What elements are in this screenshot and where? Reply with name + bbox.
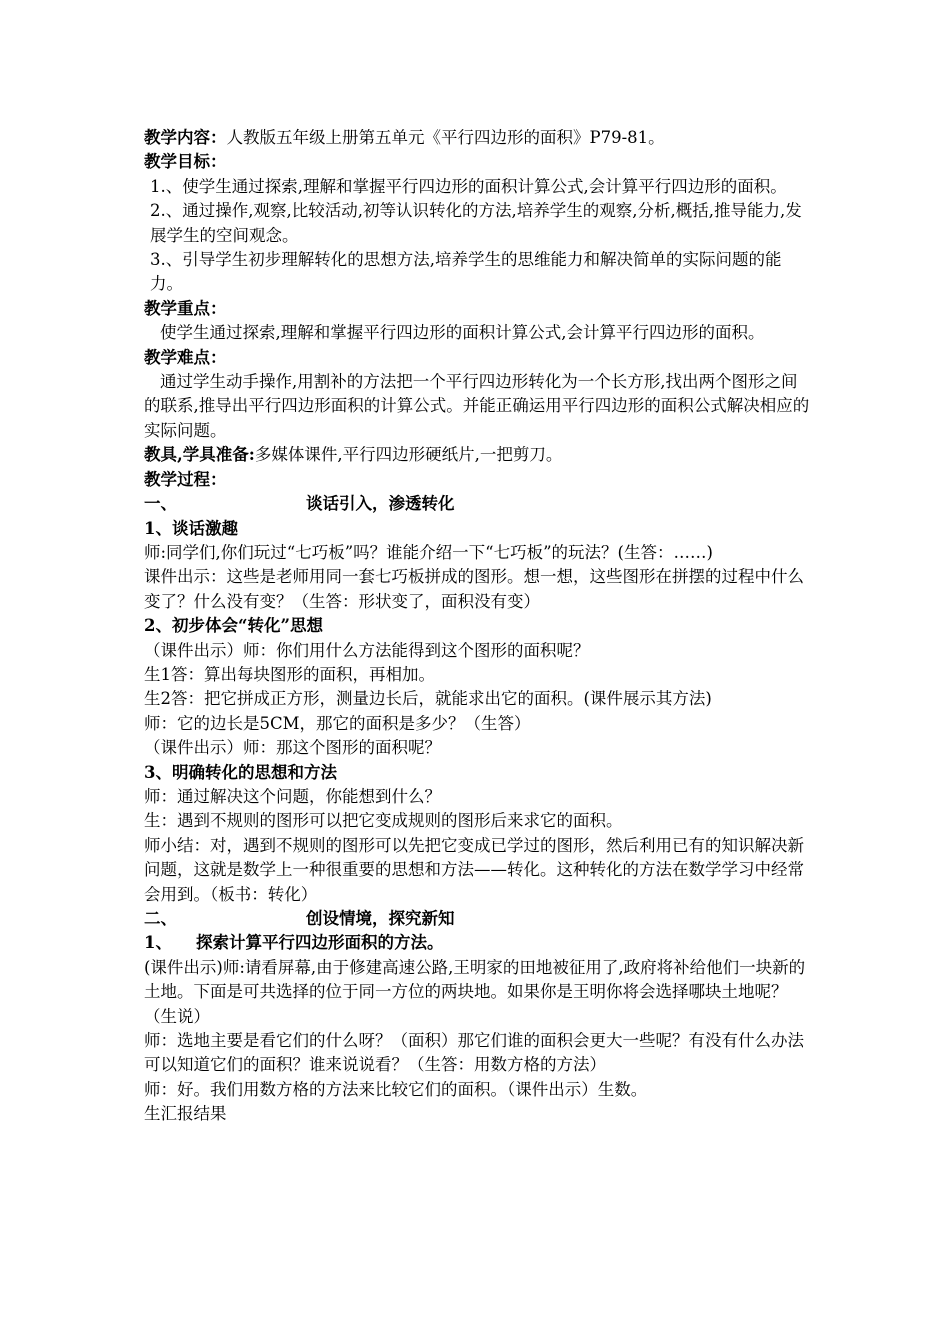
paragraph: 师：它的边长是5CM，那它的面积是多少？（生答） (144, 713, 531, 733)
section-title: 谈话引入，渗透转化 (306, 494, 455, 514)
process-heading: 教学过程： (144, 469, 227, 489)
materials-line (144, 443, 812, 467)
difficulty-heading: 教学难点： (144, 347, 227, 367)
section-title: 创设情境，探究新知 (306, 909, 455, 928)
paragraph: 师：通过解决这个问题，你能想到什么？ (144, 786, 441, 806)
paragraph: 课件出示：这些是老师用同一套七巧板拼成的图形。想一想，这些图形在拼摆的过程中什么变了？什么没有变？（生答：形状变了，面积没有变） (144, 567, 804, 611)
section-number: 二、 (144, 909, 177, 928)
section-2-heading (144, 907, 812, 931)
subheading: 3、明确转化的思想和方法 (144, 762, 337, 782)
materials-label: 教具,学具准备: (144, 445, 255, 465)
paragraph: 师小结：对，遇到不规则的图形可以先把它变成已学过的图形，然后利用已有的知识解决新问题，这就是数学上一种很重要的思想和方法——转化。这种转化的方法在数学学习中经常会用到。（板书：转化） (144, 835, 804, 904)
objective-item: 3.、引导学生初步理解转化的思想方法,培养学生的思维能力和解决简单的实际问题的能力。 (150, 250, 782, 294)
objective-item: 1.、使学生通过探索,理解和掌握平行四边形的面积计算公式,会计算平行四边形的面积。 (150, 176, 787, 196)
document-page (144, 126, 812, 1127)
section-1-heading (144, 492, 812, 516)
paragraph: 生2答：把它拼成正方形，测量边长后，就能求出它的面积。(课件展示其方法) (144, 689, 712, 709)
difficulty-text: 通过学生动手操作,用割补的方法把一个平行四边形转化为一个长方形,找出两个图形之间的联系,推导出平行四边形面积的计算公式。并能正确运用平行四边形的面积公式解决相应的实际问题。 (144, 372, 810, 440)
paragraph: 生1答：算出每块图形的面积，再相加。 (144, 664, 435, 684)
content-text: 人教版五年级上册第五单元《平行四边形的面积》P79-81。 (226, 128, 665, 147)
paragraph: 生：遇到不规则的图形可以把它变成规则的图形后来求它的面积。 (144, 811, 623, 831)
key-point-text: 使学生通过探索,理解和掌握平行四边形的面积计算公式,会计算平行四边形的面积。 (160, 323, 765, 343)
content-label: 教学内容： (144, 128, 227, 147)
content-line (144, 126, 812, 150)
paragraph: （课件出示）师：你们用什么方法能得到这个图形的面积呢？ (144, 640, 590, 660)
subheading (144, 931, 812, 955)
section-number: 一、 (144, 494, 177, 514)
subheading-title: 探索计算平行四边形面积的方法。 (196, 933, 444, 953)
paragraph: 师：好。我们用数方格的方法来比较它们的面积。（课件出示）生数。 (144, 1079, 648, 1099)
subheading: 2、初步体会“转化”思想 (144, 616, 323, 636)
paragraph: (课件出示)师:请看屏幕,由于修建高速公路,王明家的田地被征用了,政府将补给他们一块新的土地。下面是可共选择的位于同一方位的两块地。如果你是王明你将会选择哪块土地呢？（生说） (144, 957, 806, 1026)
paragraph: （课件出示）师：那这个图形的面积呢？ (144, 738, 441, 758)
key-point-heading: 教学重点： (144, 298, 227, 318)
paragraph: 师：选地主要是看它们的什么呀？（面积）那它们谁的面积会更大一些呢？有没有什么办法可以知道它们的面积？谁来说说看？（生答：用数方格的方法） (144, 1031, 804, 1075)
objectives-heading: 教学目标： (144, 152, 227, 172)
paragraph: 师:同学们,你们玩过“七巧板”吗？谁能介绍一下“七巧板”的玩法？(生答：……) (144, 542, 713, 562)
materials-text: 多媒体课件,平行四边形硬纸片,一把剪刀。 (254, 445, 563, 465)
subheading-number: 1、 (144, 933, 172, 953)
subheading: 1、谈话激趣 (144, 518, 238, 538)
objective-item: 2.、通过操作,观察,比较活动,初等认识转化的方法,培养学生的观察,分析,概括,推导能力,发展学生的空间观念。 (150, 201, 802, 245)
paragraph: 生汇报结果 (144, 1104, 227, 1124)
